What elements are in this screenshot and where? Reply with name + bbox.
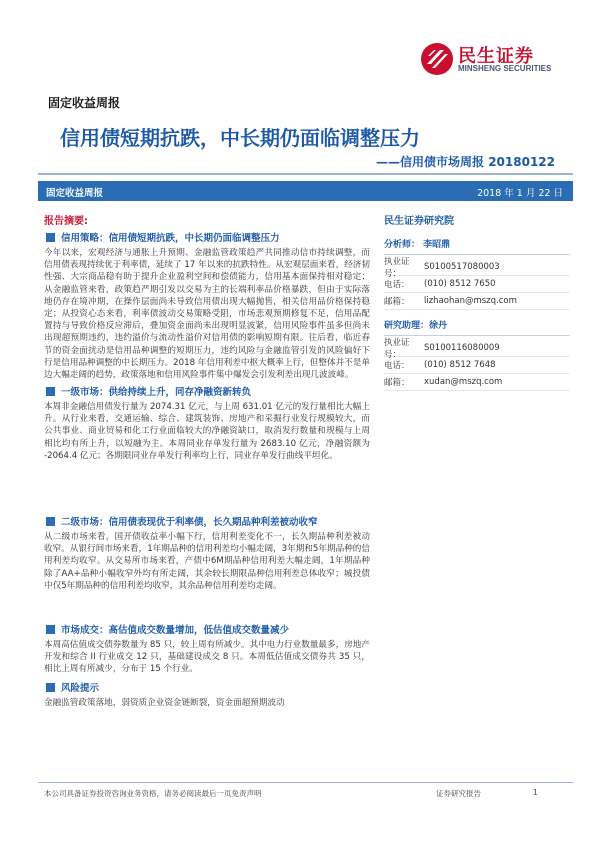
summary-column — [44, 212, 370, 711]
section-heading — [46, 622, 370, 636]
phone-value: (010) 8512 7648 — [424, 360, 496, 370]
brand-name-en: MINSHENG SECURITIES — [458, 64, 552, 73]
institute-name: 民生证券研究院 — [384, 216, 454, 227]
brand-logo — [420, 42, 560, 76]
footer-divider — [38, 782, 573, 783]
report-type-label: 固定收益周报 — [48, 96, 121, 110]
email-link[interactable]: lizhaohan@mszq.com — [424, 296, 517, 306]
square-bullet-icon — [46, 517, 55, 526]
assistant-name: 研究助理：徐丹 — [384, 318, 570, 336]
analyst-name: 分析师： 李昭鼎 — [384, 237, 570, 255]
cert-value: S0100517080003 — [424, 262, 500, 272]
email-link[interactable]: xudan@mszq.com — [424, 377, 503, 387]
section-heading — [46, 514, 370, 528]
section-title: 一级市场：供给持续上升，同存净融资新转负 — [61, 387, 252, 398]
section-heading — [46, 384, 370, 398]
section-paragraph: 本周高估值成交债券数量为 85 只，较上周有所减少。其中电力行业数量最多，房地产开发和综合 II 行业成交 12 只，基础建设成交 8 只。本周低估值成交债券共 35 只，相比上周有所减少，分布于 15 个行业。 — [44, 640, 370, 675]
analyst-phone-row — [384, 276, 570, 293]
section-heading — [46, 680, 370, 694]
cert-value: S0100116080009 — [424, 343, 500, 353]
assistant-phone-row — [384, 357, 570, 374]
analyst-cert-row — [384, 257, 570, 279]
phone-value: (010) 8512 7650 — [424, 279, 496, 289]
page-title: 信用债短期抗跌，中长期仍面临调整压力 — [60, 126, 420, 150]
page-number: 1 — [533, 788, 538, 797]
square-bullet-icon — [46, 233, 55, 242]
analyst-email-row — [384, 293, 570, 310]
brand-mark-icon — [420, 42, 454, 76]
section-title: 市场成交：高估值成交数量增加，低估值成交数量减少 — [61, 625, 290, 636]
subtitle-text: ——信用债市场周报 20180122 — [376, 155, 555, 169]
email-label: 邮箱： — [384, 297, 410, 307]
section-heading — [46, 230, 370, 244]
contact-column — [384, 212, 570, 391]
section-paragraph: 从二级市场来看，国开债收益率小幅下行，信用利差变化不一，长久期品种利差被动收窄。从银行间市场来看，1年期品种的信用利差均小幅走阔，3年期和5年期品种的信用利差均收窄。从交易所市场来看，产债中6M期品种信用利差大幅走阔，1年期品种除了AA+品种小幅收窄外均有所走阔，其余较长期限品种信用利差总体收窄；城投债中仅5年期品种的信用利差均收窄，其余品种信用利差均走阔。 — [44, 532, 370, 591]
section-title: 风险提示 — [61, 683, 100, 694]
assistant-email-row — [384, 374, 570, 391]
square-bullet-icon — [46, 387, 55, 396]
cert-label: 执业证号： — [384, 257, 410, 279]
email-label: 邮箱： — [384, 378, 410, 388]
footer-label: 证券研究报告 — [436, 789, 481, 798]
cert-label: 执业证号： — [384, 338, 410, 360]
brand-name-cn: 民生证券 — [458, 46, 534, 67]
section-title: 二级市场：信用债表现优于利率债，长久期品种利差被动收窄 — [61, 517, 318, 528]
section-paragraph: 本周非金融信用债发行量为 2074.31 亿元，与上周 631.01 亿元的发行量相比大幅上升。从行业来看，交通运输、综合、建筑装饰、房地产和采掘行业发行规模较大，而公共事业、商业贸易和化工行业面临较大的净融资缺口，取消发行数量和规模与上周相比均有所上升，以短融为主。本周同业存单发行量为 2683.10 亿元，净融资额为 -2064.4 亿元；各期限同业存单发行利率均上行，同业存单发行曲线平坦化。 — [44, 402, 370, 461]
phone-label: 电话： — [384, 280, 410, 290]
footer-disclaimer: 本公司具备证券投资咨询业务资格，请务必阅读最后一页免责声明 — [44, 789, 262, 798]
band-category: 固定收益周报 — [46, 188, 104, 199]
square-bullet-icon — [46, 625, 55, 634]
phone-label: 电话： — [384, 361, 410, 371]
page-subtitle — [376, 153, 555, 170]
category-band — [38, 181, 573, 201]
section-title: 信用策略：信用债短期抗跌，中长期仍面临调整压力 — [61, 233, 280, 244]
band-date: 2018 年 1 月 22 日 — [477, 188, 563, 199]
section-paragraph: 金融监管政策落地，弱资质企业资金链断裂，资金面超预期波动 — [44, 698, 285, 708]
section-paragraph: 今年以来，宏观经济与通胀上升预期、金融监管政策趋严共同推动信市持续调整，而信用债表现持续优于利率债，延续了 17 年以来的抗跌特性。从宏观层面来看，经济韧性强、大宗商品稳有助于提升企业盈利空间和偿债能力，信用基本面保持相对稳定；从金融监管来看，政策趋严期引发以交易为主的长端利率品价格暴跌，但由于实际落地仍存在境冲期，在操作层面尚未导致信用债出现大幅抛售，相关信用品价格保持稳定；从投资心态来看，利率债波动交易策略受阻，市场悲观预期修复不足，信用品配置持与导致价格反应滞后，叠加资金面尚未出现明显波紧，信用风险事件虽多但尚未出现超预期违约，违约溢价与流动性溢价对信用债的影响短期有限。往后看，临近春节的资金面扰动是信用品种调整的短期压力，违约风险与金融监管引发的风险偏好下行是信用品种调整的中长期压力。2018 年信用利差中枢大概率上行，但整体并不是单边大幅走阔的趋势，政策落地和信用风险事件集中爆发会引发利差出现几波波峰。 — [44, 248, 370, 381]
square-bullet-icon — [46, 683, 55, 692]
summary-heading: 报告摘要: — [44, 216, 88, 227]
header-divider — [38, 173, 573, 175]
assistant-cert-row — [384, 338, 570, 360]
